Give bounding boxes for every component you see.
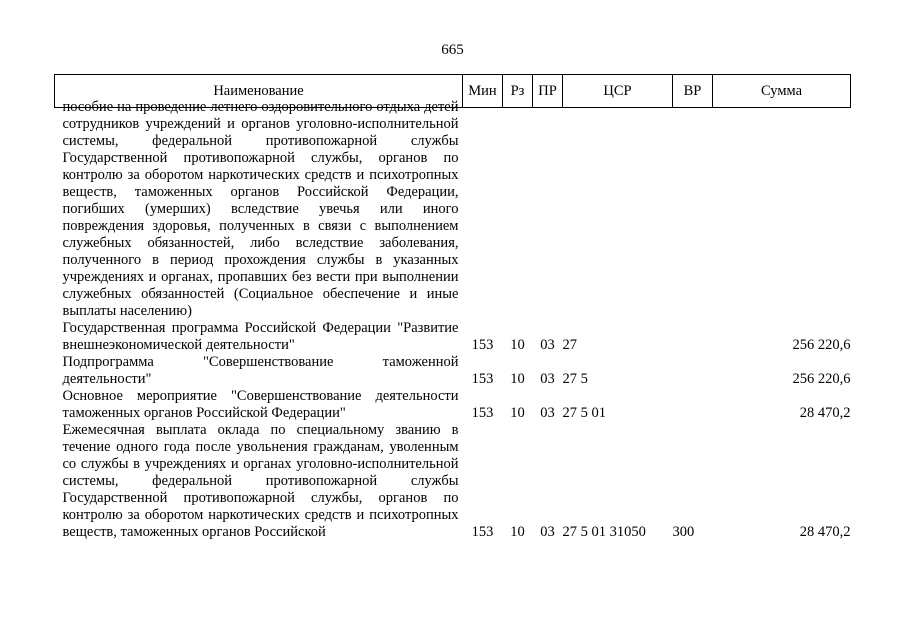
column-header-min: Мин (463, 75, 503, 108)
column-header-vr: ВР (673, 75, 713, 108)
row-sum-cell: 28 470,2 (799, 405, 851, 421)
table-row (55, 320, 851, 354)
row-vr-cell: 300 (672, 524, 695, 540)
table-row (55, 388, 851, 422)
row-pr-cell (533, 108, 563, 321)
row-rz-cell: 10 (510, 405, 525, 421)
row-csr-cell: 27 5 (562, 371, 588, 387)
row-pr-cell: 03 (540, 405, 555, 421)
column-header-name: Наименование (55, 75, 463, 108)
row-rz-cell: 10 (510, 337, 525, 353)
row-pr-cell: 03 (540, 337, 555, 353)
column-header-rz: Рз (503, 75, 533, 108)
budget-table (54, 74, 851, 541)
row-sum-cell (713, 108, 851, 321)
column-header-sum: Сумма (713, 75, 851, 108)
row-name-cell: Основное мероприятие "Совершенствование деятельности таможенных органов Российской Федерации" (62, 388, 459, 421)
row-name-text: пособие на проведение летнего оздоровительного отдыха детей сотрудников учреждений и органов уголовно-исполнительной системы, федеральной противопожарной службы Государственной противопожарной службы, органов по контролю за оборотом наркотических средств и психотропных веществ, таможенных органов Российской Федерации, погибших (умерших) вследствие увечья или иного повреждения здоровья, полученных в связи с выполнением служебных обязанностей, либо вследствие заболевания, полученного в период прохождения службы в указанных учреждениях и органах, пропавших без вести при выполнении служебных обязанностей (Социальное обеспечение и иные выплаты населению) (62, 99, 459, 319)
row-pr-cell: 03 (540, 371, 555, 387)
row-csr-cell: 27 5 01 (562, 405, 606, 421)
row-csr-cell: 27 (562, 337, 577, 353)
row-sum-cell: 28 470,2 (799, 524, 851, 540)
row-vr-cell (673, 108, 713, 321)
table-row (55, 108, 851, 321)
row-min-cell: 153 (471, 371, 494, 387)
row-rz-cell (503, 108, 533, 321)
table-row (55, 422, 851, 541)
row-sum-cell: 256 220,6 (792, 337, 851, 353)
row-min-cell (463, 108, 503, 321)
row-sum-cell: 256 220,6 (792, 371, 851, 387)
row-name-cell: Государственная программа Российской Федерации "Развитие внешнеэкономической деятельности" (62, 320, 459, 353)
row-vr-cell (673, 320, 713, 354)
row-min-cell: 153 (471, 524, 494, 540)
table-row (55, 354, 851, 388)
column-header-pr: ПР (533, 75, 563, 108)
row-name-cell: Подпрограмма "Совершенствование таможенной деятельности" (62, 354, 459, 387)
row-name-cell (55, 99, 463, 321)
row-name-cell: Ежемесячная выплата оклада по специальному званию в течение одного года после увольнения гражданам, уволенным со службы в учреждениях и органах уголовно-исполнительной системы, федеральной противопожарной службы Государственной противопожарной службы, органов по контролю за оборотом наркотических средств и психотропных веществ, таможенных органов Российской (62, 422, 459, 540)
row-csr-cell: 27 5 01 31050 (562, 524, 646, 540)
row-vr-cell (673, 388, 713, 422)
row-pr-cell: 03 (540, 524, 555, 540)
column-header-csr: ЦСР (563, 75, 673, 108)
row-min-cell: 153 (471, 337, 494, 353)
row-vr-cell (673, 354, 713, 388)
page-number: 665 (441, 42, 464, 58)
row-min-cell: 153 (471, 405, 494, 421)
row-rz-cell: 10 (510, 371, 525, 387)
row-rz-cell: 10 (510, 524, 525, 540)
row-csr-cell (563, 108, 673, 321)
